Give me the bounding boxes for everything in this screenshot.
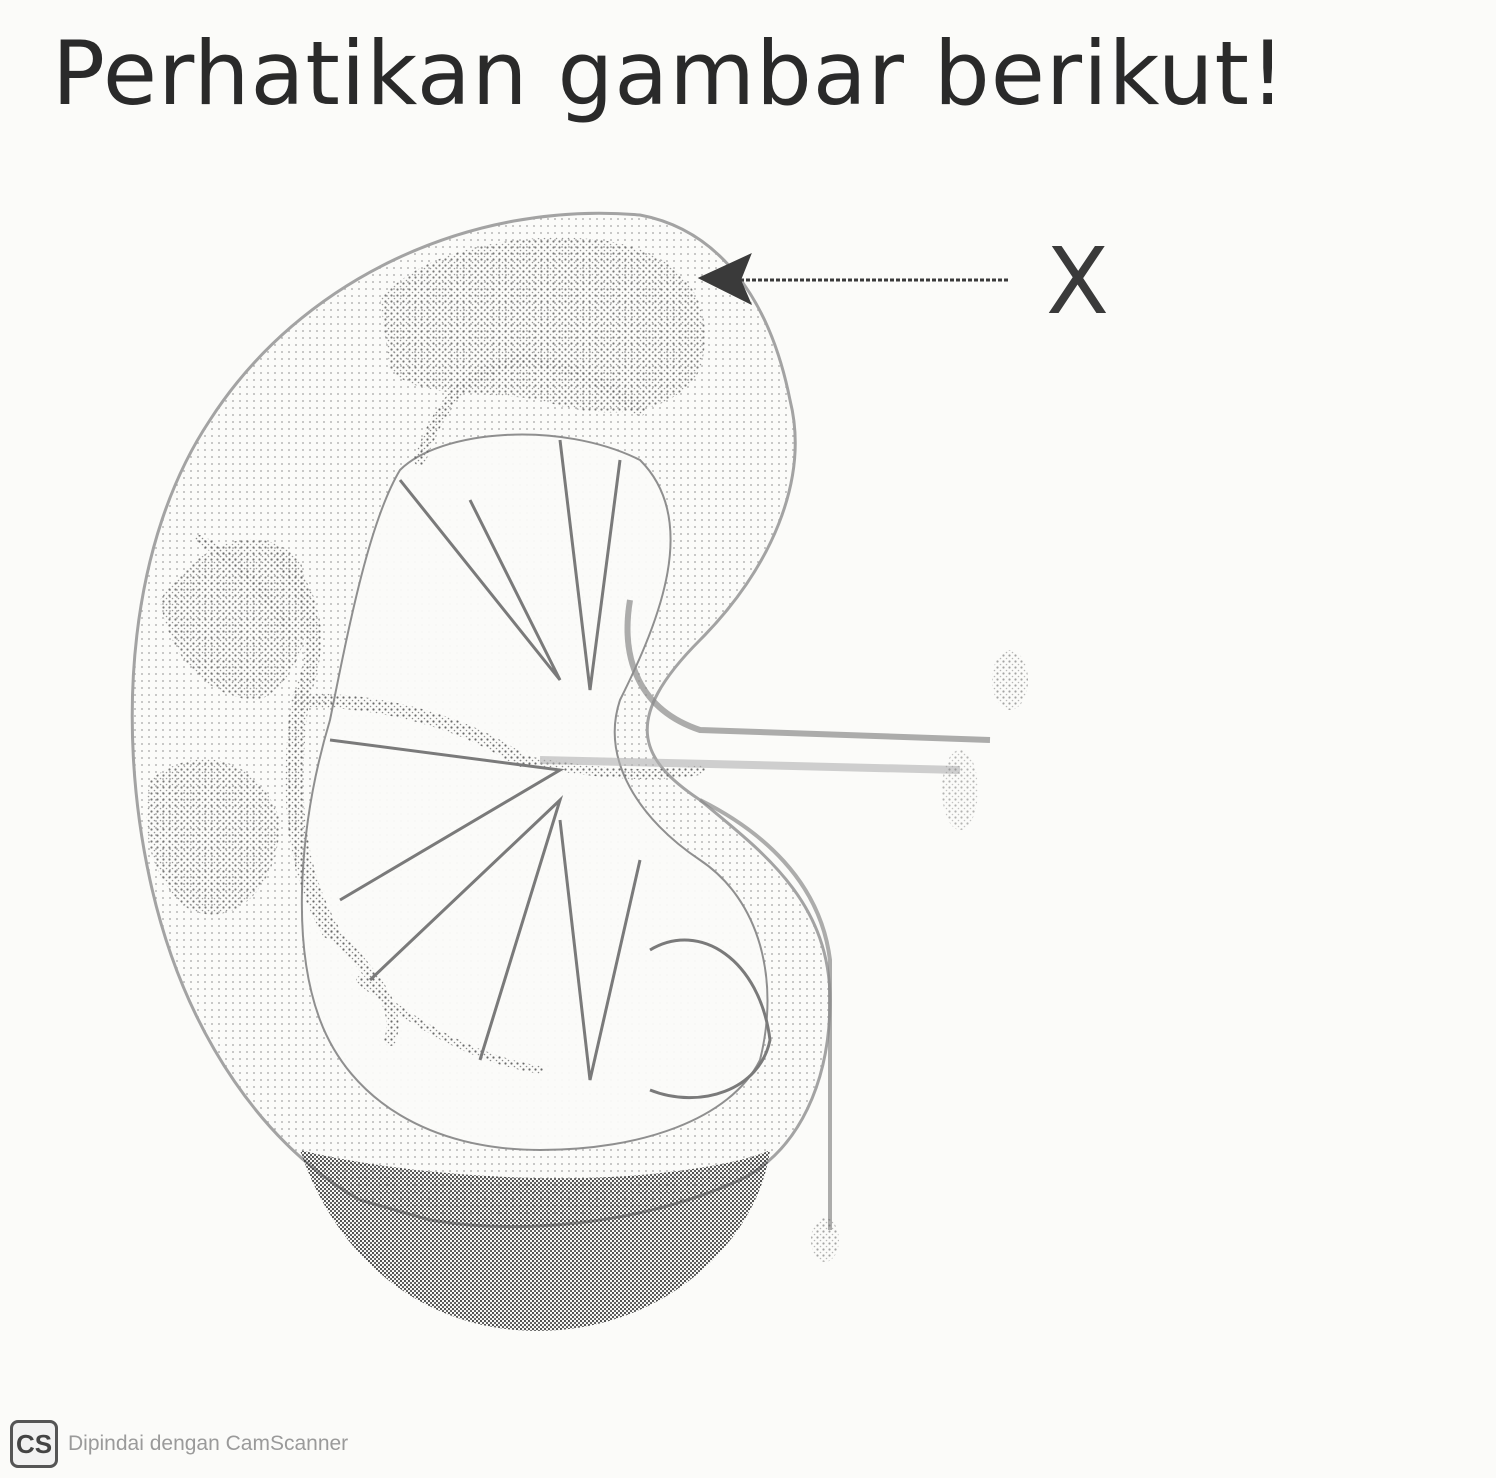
scanner-watermark xyxy=(10,1418,348,1470)
scanner-text: Dipindai dengan CamScanner xyxy=(68,1432,349,1455)
page-title: Perhatikan gambar berikut! xyxy=(52,22,1287,125)
pointer-arrow xyxy=(700,255,1010,303)
pointer-label-x: X xyxy=(1046,228,1110,335)
camscanner-logo-icon: CS xyxy=(10,1420,58,1468)
